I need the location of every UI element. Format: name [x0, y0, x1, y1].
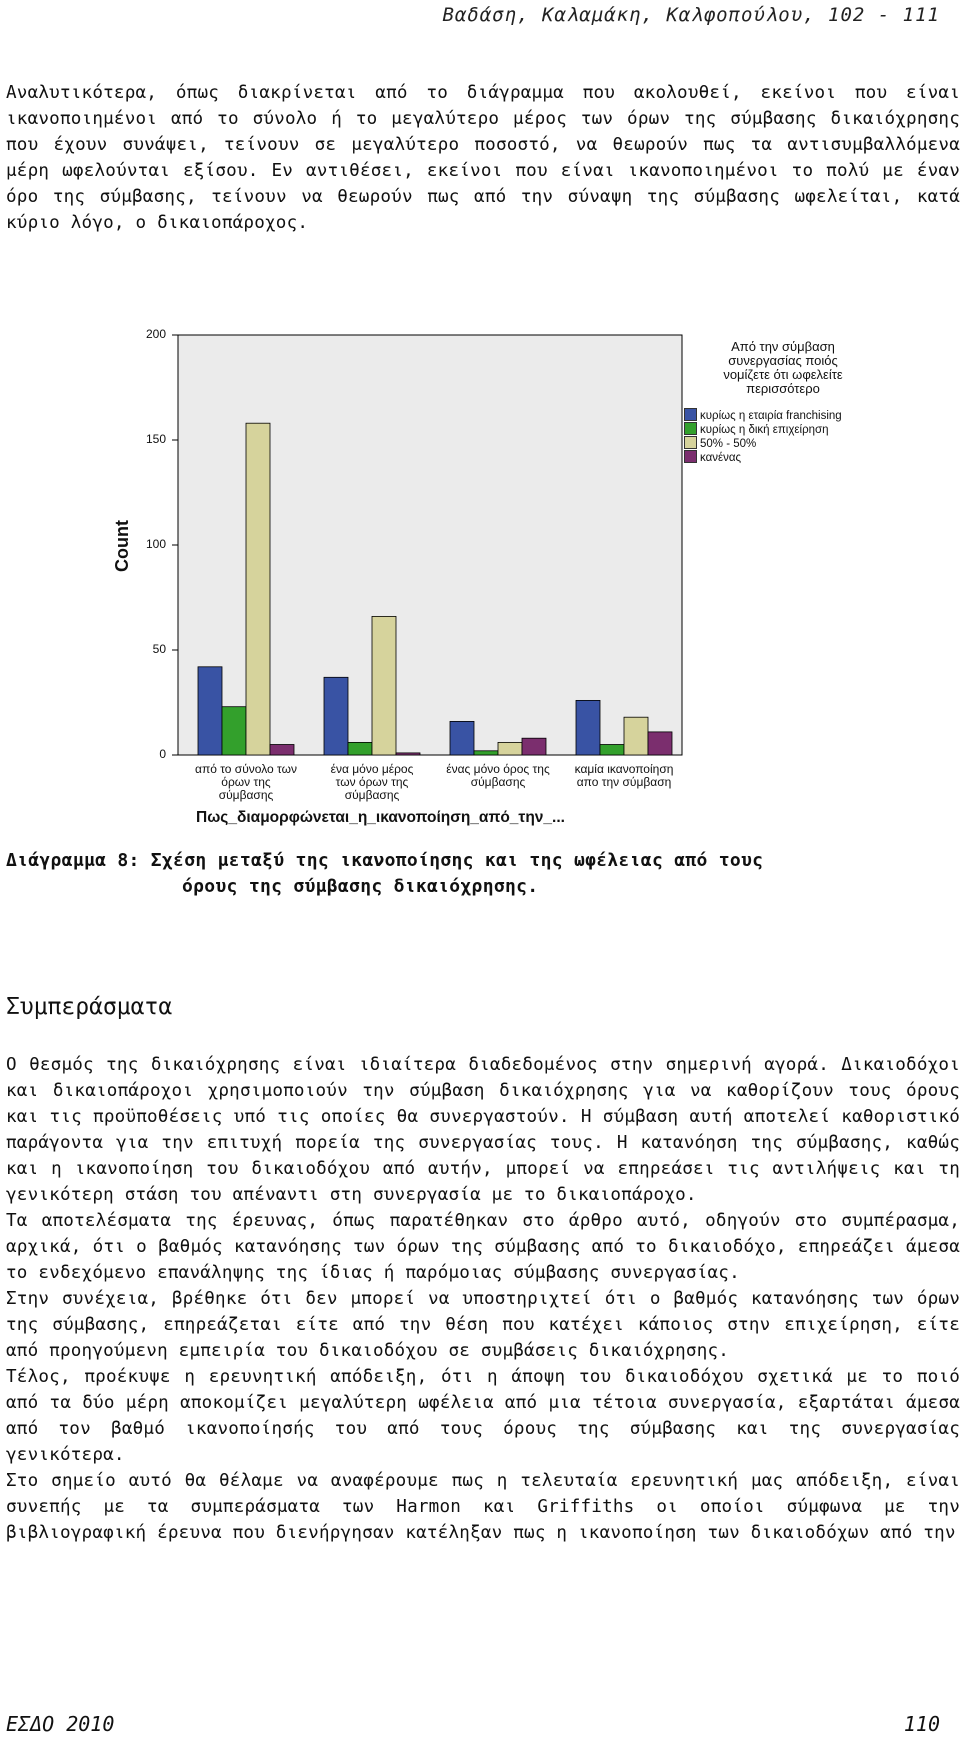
- legend-item: [684, 408, 842, 423]
- bar-chart: [100, 327, 880, 826]
- x-category-label: [438, 763, 558, 789]
- x-category-label-line: των όρων της: [335, 775, 409, 789]
- caption-line-1: Διάγραμμα 8: Σχέση μεταξύ της ικανοποίησης και της ωφέλειας από τους: [6, 850, 764, 871]
- x-category-label-line: ένας μόνο όρος της: [446, 762, 550, 776]
- conclusions-paragraph: Στην συνέχεια, βρέθηκε ότι δεν μπορεί να υποστηριχτεί ότι ο βαθμός κατανόησης των όρων της σύμβασης, επηρεάζεται είτε από την θέση που κατέχει κάποιος στην επιχείρηση, είτε από προηγούμενη εμπειρία του δικαιοδόχου σε συμβάσεις δικαιόχρησης.: [6, 1289, 960, 1361]
- x-category-label-line: σύμβασης: [344, 788, 400, 802]
- legend-item: [684, 436, 756, 451]
- bar: [498, 742, 522, 755]
- bar: [372, 616, 396, 755]
- bar: [600, 745, 624, 756]
- bar: [246, 423, 270, 755]
- bar: [450, 721, 474, 755]
- x-axis-title: Πως_διαμορφώνεται_η_ικανοποίηση_από_την_...: [196, 809, 565, 826]
- legend-item: [684, 422, 829, 437]
- y-tick-label: 0: [159, 747, 166, 761]
- intro-paragraph: Αναλυτικότερα, όπως διακρίνεται από το διάγραμμα που ακολουθεί, εκείνοι που είναι ικανοποιημένοι από το σύνολο ή το μεγαλύτερο μέρος των όρων της σύμβασης δικαιόχρησης που έχουν συνάψει, τείνουν σε μεγαλύτερο ποσοστό, να θεωρούν πως τα αντισυμβαλλόμενα μέρη ωφελούνται εξίσου. Εν αντιθέσει, εκείνοι που είναι ικανοποιημένοι το πολύ με έναν όρο της σύμβασης, τείνουν να θεωρούν πως από την σύναψη της σύμβασης ωφελείται, κατά κύριο λόγο, ο δικαιοπάροχος.: [6, 83, 960, 233]
- bar: [474, 751, 498, 755]
- bar: [576, 700, 600, 755]
- legend-label: κανένας: [700, 452, 742, 464]
- legend-item: [684, 450, 741, 465]
- legend-swatch: [684, 450, 697, 463]
- x-category-label: [312, 763, 432, 802]
- legend-swatch: [684, 408, 697, 421]
- legend-title: [686, 340, 880, 396]
- caption-line-2: όρους της σύμβασης δικαιόχρησης.: [182, 876, 539, 897]
- x-category-label: [564, 763, 684, 789]
- y-tick-label: 200: [145, 327, 166, 341]
- x-category-label-line: από το σύνολο των: [195, 762, 297, 776]
- bar: [624, 717, 648, 755]
- legend-label: κυρίως η εταιρία franchising: [700, 410, 842, 422]
- x-category-label-line: σύμβασης: [218, 788, 274, 802]
- legend-title-line: συνεργασίας ποιός: [728, 353, 838, 368]
- bar: [222, 707, 246, 755]
- x-category-label-line: καμία ικανοποίηση: [574, 762, 674, 776]
- conclusions-paragraph: Τα αποτελέσματα της έρευνας, όπως παρατέθηκαν στο άρθρο αυτό, οδηγούν στο συμπέρασμα, αρχικά, ότι ο βαθμός κατανόησης των όρων της σύμβασης από το δικαιοδόχο, επηρεάζει άμεσα το ενδεχόμενο επανάληψης της ίδιας ή παρόμοιας σύμβασης συνεργασίας.: [6, 1211, 960, 1283]
- page-number: 110: [903, 1712, 940, 1736]
- figure-caption: [6, 848, 960, 900]
- bar: [648, 732, 672, 755]
- legend-label: 50% - 50%: [700, 438, 757, 450]
- conclusions-paragraph: Τέλος, προέκυψε η ερευνητική απόδειξη, ότι η άποψη του δικαιοδόχου σχετικά με το ποιό από τα δύο μέρη αποκομίζει μεγαλύτερη ωφέλεια από μια τέτοια συνεργασία, εξαρτάται άμεσα από τον βαθμό ικανοποίησής του από τους όρους της σύμβασης και της συνεργασίας γενικότερα.: [6, 1367, 960, 1465]
- bar: [348, 742, 372, 755]
- legend-swatch: [684, 422, 697, 435]
- legend-title-line: Από την σύμβαση: [731, 339, 835, 354]
- legend-title-line: νομίζετε ότι ωφελείτε: [723, 367, 843, 382]
- bar: [198, 667, 222, 755]
- x-category-label-line: όρων της: [221, 775, 271, 789]
- legend-label: κυρίως η δική επιχείρηση: [700, 424, 829, 436]
- y-tick-label: 150: [145, 432, 166, 446]
- conclusions-body: [6, 1052, 960, 1546]
- x-category-label-line: ένα μόνο μέρος: [330, 762, 414, 776]
- bar: [396, 753, 420, 755]
- bar: [522, 738, 546, 755]
- bar: [270, 745, 294, 756]
- footer-journal: ΕΣΔΟ 2010: [6, 1712, 115, 1736]
- bar: [324, 677, 348, 755]
- y-tick-label: 100: [145, 537, 166, 551]
- conclusions-paragraph: Στο σημείο αυτό θα θέλαμε να αναφέρουμε πως η τελευταία ερευνητική μας απόδειξη, είναι συνεπής με τα συμπεράσματα των Harmon και Griffiths οι οποίοι σύμφωνα με την βιβλιογραφική έρευνα που διενήργησαν κατέληξαν πως η ικανοποίηση των δικαιοδόχων από την: [6, 1471, 960, 1543]
- x-category-label: [186, 763, 306, 802]
- x-category-label-line: σύμβασης: [470, 775, 526, 789]
- legend-title-line: περισσότερο: [746, 381, 820, 396]
- section-title: Συμπεράσματα: [6, 994, 173, 1020]
- running-header: Βαδάση, Καλαμάκη, Καλφοπούλου, 102 - 111: [442, 4, 940, 26]
- conclusions-paragraph: Ο θεσμός της δικαιόχρησης είναι ιδιαίτερα διαδεδομένος στην σημερινή αγορά. Δικαιοδόχοι και δικαιοπάροχοι χρησιμοποιούν την σύμβαση δικαιόχρησης για να καθορίζουν τους όρους και τις προϋποθέσεις υπό τις οποίες θα συνεργαστούν. Η σύμβαση αυτή αποτελεί καθοριστικό παράγοντα για την επιτυχή πορεία της συνεργασίας τους. Η κατανόηση της σύμβασης, καθώς και η ικανοποίηση του δικαιοδόχου από αυτήν, μπορεί να επηρεάσει τις αντιλήψεις και τη γενικότερη στάση του απέναντι στη συνεργασία με το δικαιοπάροχο.: [6, 1055, 960, 1205]
- y-tick-label: 50: [152, 642, 166, 656]
- x-category-label-line: απο την σύμβαση: [576, 775, 672, 789]
- legend-swatch: [684, 436, 697, 449]
- y-axis-label: Count: [112, 520, 132, 572]
